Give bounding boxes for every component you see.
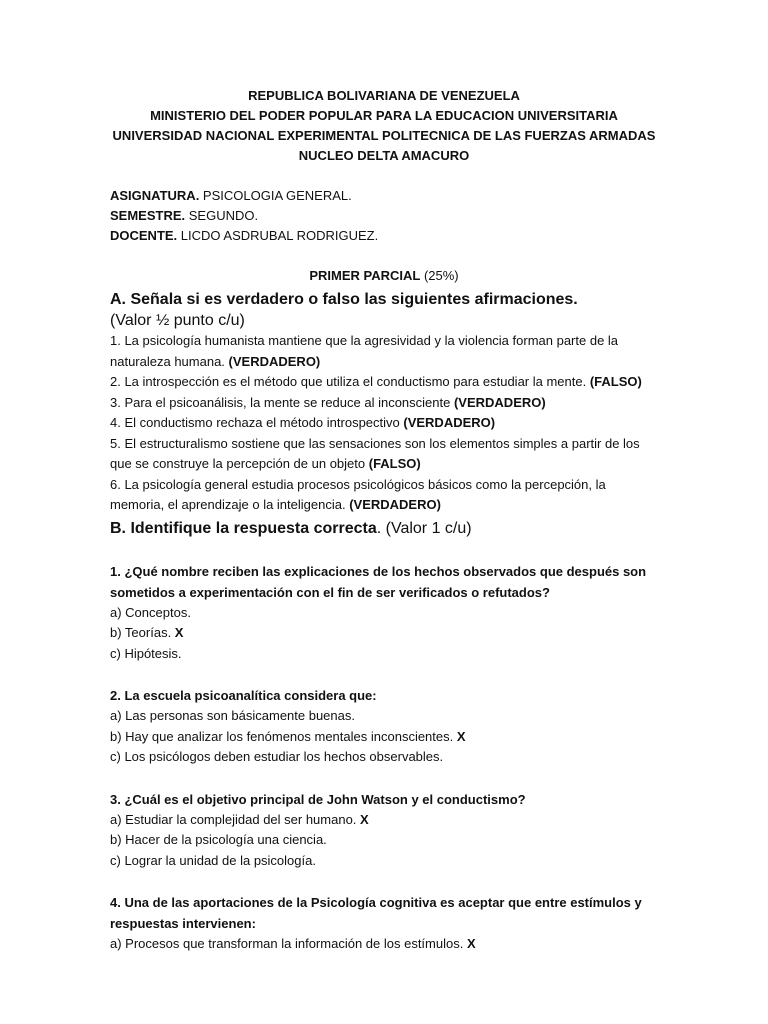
item-answer: (FALSO) (589, 374, 642, 389)
item-answer: (VERDADERO) (228, 353, 321, 369)
true-false-item (110, 434, 658, 475)
question-4 (110, 892, 658, 955)
item-answer: (VERDADERO) (453, 394, 546, 410)
header-line-4: NUCLEO DELTA AMACURO (298, 148, 470, 163)
semestre-label: SEMESTRE. (110, 208, 186, 223)
answer-option (110, 706, 658, 727)
option-text: a) Las personas son básicamente buenas. (110, 708, 355, 723)
section-b-title (110, 518, 658, 540)
question-2 (110, 685, 658, 768)
answer-option (110, 623, 658, 644)
item-text: 5. El estructuralismo sostiene que las sensaciones son los elementos simples a partir de los que se construye la percepción de un objeto (110, 435, 640, 471)
header-line-2: MINISTERIO DEL PODER POPULAR PARA LA EDUCACION UNIVERSITARIA (150, 108, 618, 123)
answer-option (110, 934, 658, 955)
answer-option (110, 727, 658, 748)
header-line-3: UNIVERSIDAD NACIONAL EXPERIMENTAL POLITECNICA DE LAS FUERZAS ARMADAS (112, 128, 656, 143)
exam-title-text: PRIMER PARCIAL (309, 268, 421, 283)
option-text: a) Conceptos. (110, 604, 191, 620)
docente-row (110, 226, 658, 246)
docente-label: DOCENTE. (110, 228, 178, 243)
docente-value: LICDO ASDRUBAL RODRIGUEZ. (177, 228, 379, 243)
selected-mark: X (456, 728, 466, 744)
selected-mark: X (174, 625, 184, 640)
exam-weight: (25%) (420, 268, 459, 283)
true-false-item (110, 475, 658, 516)
answer-option (110, 830, 658, 851)
item-text: 2. La introspección es el método que utiliza el conductismo para estudiar la mente. (110, 374, 590, 389)
item-answer: (VERDADERO) (403, 415, 496, 430)
item-text: 1. La psicología humanista mantiene que la agresividad y la violencia forman parte de la naturaleza humana. (110, 333, 619, 369)
answer-option (110, 851, 658, 872)
true-false-item (110, 413, 658, 434)
true-false-item (110, 331, 658, 372)
question-text: 2. La escuela psicoanalítica considera que: (110, 688, 377, 703)
question-1 (110, 561, 658, 665)
answer-option (110, 644, 658, 665)
option-text: a) Procesos que transforman la información de los estímulos. (110, 936, 467, 951)
option-text: b) Teorías. (110, 625, 175, 640)
question-text: 3. ¿Cuál es el objetivo principal de John Watson y el conductismo? (110, 791, 526, 807)
header-line-1: REPUBLICA BOLIVARIANA DE VENEZUELA (248, 88, 520, 103)
answer-option (110, 603, 658, 624)
asignatura-label: ASIGNATURA. (110, 188, 200, 203)
section-b-value: . (Valor 1 c/u) (376, 519, 472, 537)
question-text: 4. Una de las aportaciones de la Psicología cognitiva es aceptar que entre estímulos y respuestas intervienen: (110, 895, 642, 931)
selected-mark: X (466, 936, 476, 951)
exam-title (110, 267, 658, 285)
true-false-item (110, 372, 658, 393)
option-text: c) Hipótesis. (110, 645, 182, 661)
option-text: b) Hacer de la psicología una ciencia. (110, 832, 327, 847)
option-text: b) Hay que analizar los fenómenos mentales inconscientes. (110, 728, 457, 744)
item-text: 6. La psicología general estudia procesos psicológicos básicos como la percepción, la memoria, el aprendizaje o la inteligencia. (110, 476, 606, 512)
section-b-title-text: B. Identifique la respuesta correcta (110, 519, 377, 537)
section-a-value: (Valor ½ punto c/u) (110, 312, 245, 329)
asignatura-row (110, 186, 658, 206)
option-text: c) Lograr la unidad de la psicología. (110, 852, 316, 868)
option-text: c) Los psicólogos deben estudiar los hechos observables. (110, 749, 444, 764)
section-a-items (110, 331, 658, 516)
item-text: 4. El conductismo rechaza el método introspectivo (110, 415, 404, 430)
institution-header (110, 86, 658, 166)
answer-option (110, 747, 658, 768)
item-text: 3. Para el psicoanálisis, la mente se reduce al inconsciente (110, 394, 454, 410)
question-3 (110, 789, 658, 872)
semestre-value: SEGUNDO. (185, 208, 259, 223)
course-info (110, 186, 658, 246)
selected-mark: X (360, 811, 369, 827)
item-answer: (FALSO) (368, 456, 421, 471)
true-false-item (110, 393, 658, 414)
semestre-row (110, 206, 658, 226)
section-a-title: A. Señala si es verdadero o falso las siguientes afirmaciones. (110, 291, 578, 308)
answer-option (110, 810, 658, 831)
item-answer: (VERDADERO) (349, 497, 441, 512)
question-text: 1. ¿Qué nombre reciben las explicaciones de los hechos observados que después son sometidos a experimentación con el fin de ser verificados o refutados? (110, 563, 647, 600)
asignatura-value: PSICOLOGIA GENERAL. (199, 188, 352, 203)
option-text: a) Estudiar la complejidad del ser humano. (110, 811, 361, 827)
